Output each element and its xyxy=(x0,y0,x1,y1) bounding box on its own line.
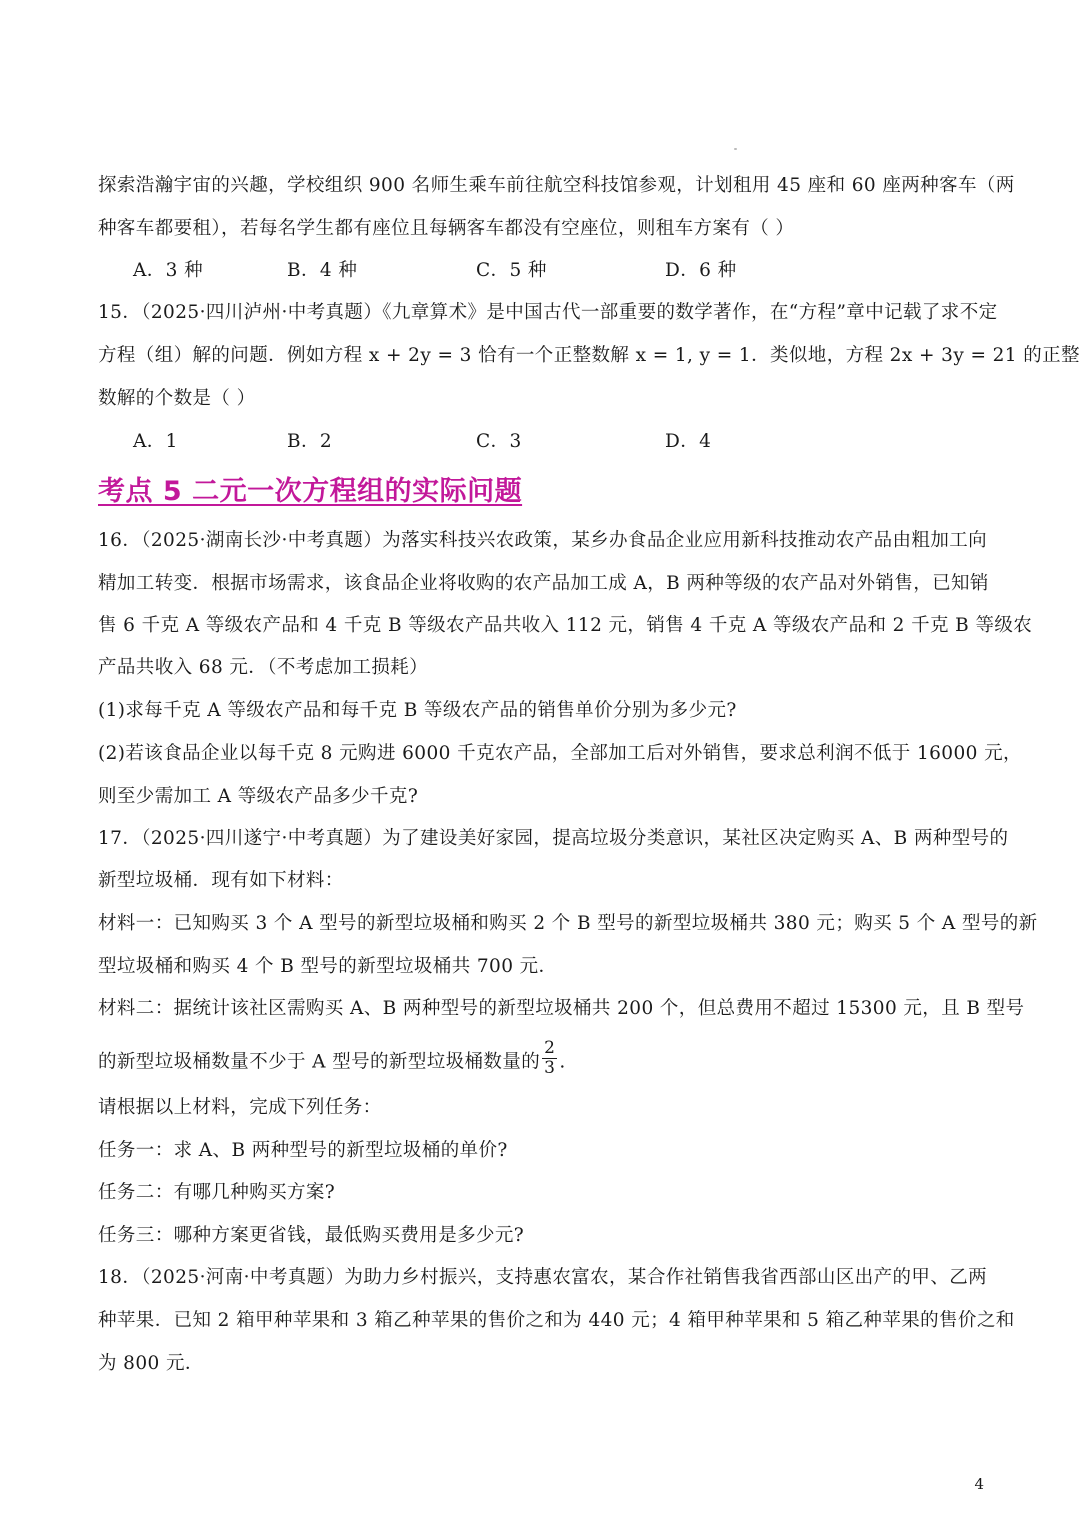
q14-line-1: 探索浩瀚宇宙的兴趣，学校组织 900 名师生乘车前往航空科技馆参观，计划租用 45 座和 60 座两种客车（两 xyxy=(98,175,1015,196)
q16-line-4: 产品共收入 68 元．（不考虑加工损耗） xyxy=(98,657,429,678)
q16-line-2: 精加工转变．根据市场需求，该食品企业将收购的农产品加工成 A，B 两种等级的农产品对外销售，已知销 xyxy=(98,573,989,594)
scan-dot xyxy=(734,148,737,150)
q15-option-a: A．1 xyxy=(133,431,178,452)
q17-task-1: 任务一：求 A、B 两种型号的新型垃圾桶的单价? xyxy=(98,1140,508,1161)
q15-line-1: 15．（2025·四川泸州·中考真题）《九章算术》是中国古代一部重要的数学著作，在“方程”章中记载了求不定 xyxy=(98,302,998,323)
q17-task-3: 任务三：哪种方案更省钱，最低购买费用是多少元? xyxy=(98,1225,525,1246)
q15-option-c: C．3 xyxy=(476,431,522,452)
q15-line-3: 数解的个数是（ ） xyxy=(98,388,256,409)
section-heading: 考点 5 二元一次方程组的实际问题 xyxy=(98,476,523,507)
q17-material-2-text: 的新型垃圾桶数量不少于 A 型号的新型垃圾桶数量的 xyxy=(98,1051,541,1073)
q14-line-2: 种客车都要租），若每名学生都有座位且每辆客车都没有空座位，则租车方案有（ ） xyxy=(98,218,795,239)
fraction-numerator: 2 xyxy=(544,1038,556,1058)
q16-part-2-line-2: 则至少需加工 A 等级农产品多少千克? xyxy=(98,786,419,807)
q15-option-b: B．2 xyxy=(287,431,333,452)
q16-part-2-line-1: (2)若该食品企业以每千克 8 元购进 6000 千克农产品，全部加工后对外销售，要求总利润不低于 16000 元， xyxy=(98,743,1022,764)
q16-line-3: 售 6 千克 A 等级农产品和 4 千克 B 等级农产品共收入 112 元，销售 4 千克 A 等级农产品和 2 千克 B 等级农 xyxy=(98,615,1033,636)
q17-task-2: 任务二：有哪几种购买方案? xyxy=(98,1182,336,1203)
two-thirds-fraction xyxy=(542,1039,557,1078)
q17-line-1: 17．（2025·四川遂宁·中考真题）为了建设美好家园，提高垃圾分类意识，某社区决定购买 A、B 两种型号的 xyxy=(98,828,1009,849)
q17-material-2-end: . xyxy=(559,1051,566,1073)
q14-option-a: A．3 种 xyxy=(133,260,204,281)
q14-option-d: D．6 种 xyxy=(665,260,737,281)
q18-line-1: 18．（2025·河南·中考真题）为助力乡村振兴，支持惠农富农，某合作社销售我省西部山区出产的甲、乙两 xyxy=(98,1267,988,1288)
q16-part-1: (1)求每千克 A 等级农产品和每千克 B 等级农产品的销售单价分别为多少元? xyxy=(98,700,737,721)
q15-option-d: D．4 xyxy=(665,431,712,452)
q17-material-2-line-1: 材料二：据统计该社区需购买 A、B 两种型号的新型垃圾桶共 200 个，但总费用不超过 15300 元，且 B 型号 xyxy=(98,998,1025,1019)
q16-line-1: 16．（2025·湖南长沙·中考真题）为落实科技兴农政策，某乡办食品企业应用新科技推动农产品由粗加工向 xyxy=(98,530,988,551)
q17-prompt: 请根据以上材料，完成下列任务： xyxy=(98,1097,382,1118)
q17-material-2-line-2 xyxy=(98,1038,986,1082)
page-number: 4 xyxy=(974,1475,984,1493)
q17-material-1-line-1: 材料一：已知购买 3 个 A 型号的新型垃圾桶和购买 2 个 B 型号的新型垃圾桶共 380 元；购买 5 个 A 型号的新 xyxy=(98,913,1038,934)
q17-line-2: 新型垃圾桶．现有如下材料： xyxy=(98,870,344,891)
fraction-denominator: 3 xyxy=(544,1058,556,1078)
q14-option-c: C．5 种 xyxy=(476,260,547,281)
q14-option-b: B．4 种 xyxy=(287,260,358,281)
q18-line-3: 为 800 元． xyxy=(98,1353,204,1374)
q18-line-2: 种苹果．已知 2 箱甲种苹果和 3 箱乙种苹果的售价之和为 440 元；4 箱甲种苹果和 5 箱乙种苹果的售价之和 xyxy=(98,1310,1015,1331)
q17-material-1-line-2: 型垃圾桶和购买 4 个 B 型号的新型垃圾桶共 700 元． xyxy=(98,956,558,977)
q15-line-2: 方程（组）解的问题．例如方程 x + 2y = 3 恰有一个正整数解 x = 1, y = 1．类似地，方程 2x + 3y = 21 的正整 xyxy=(98,345,1080,366)
